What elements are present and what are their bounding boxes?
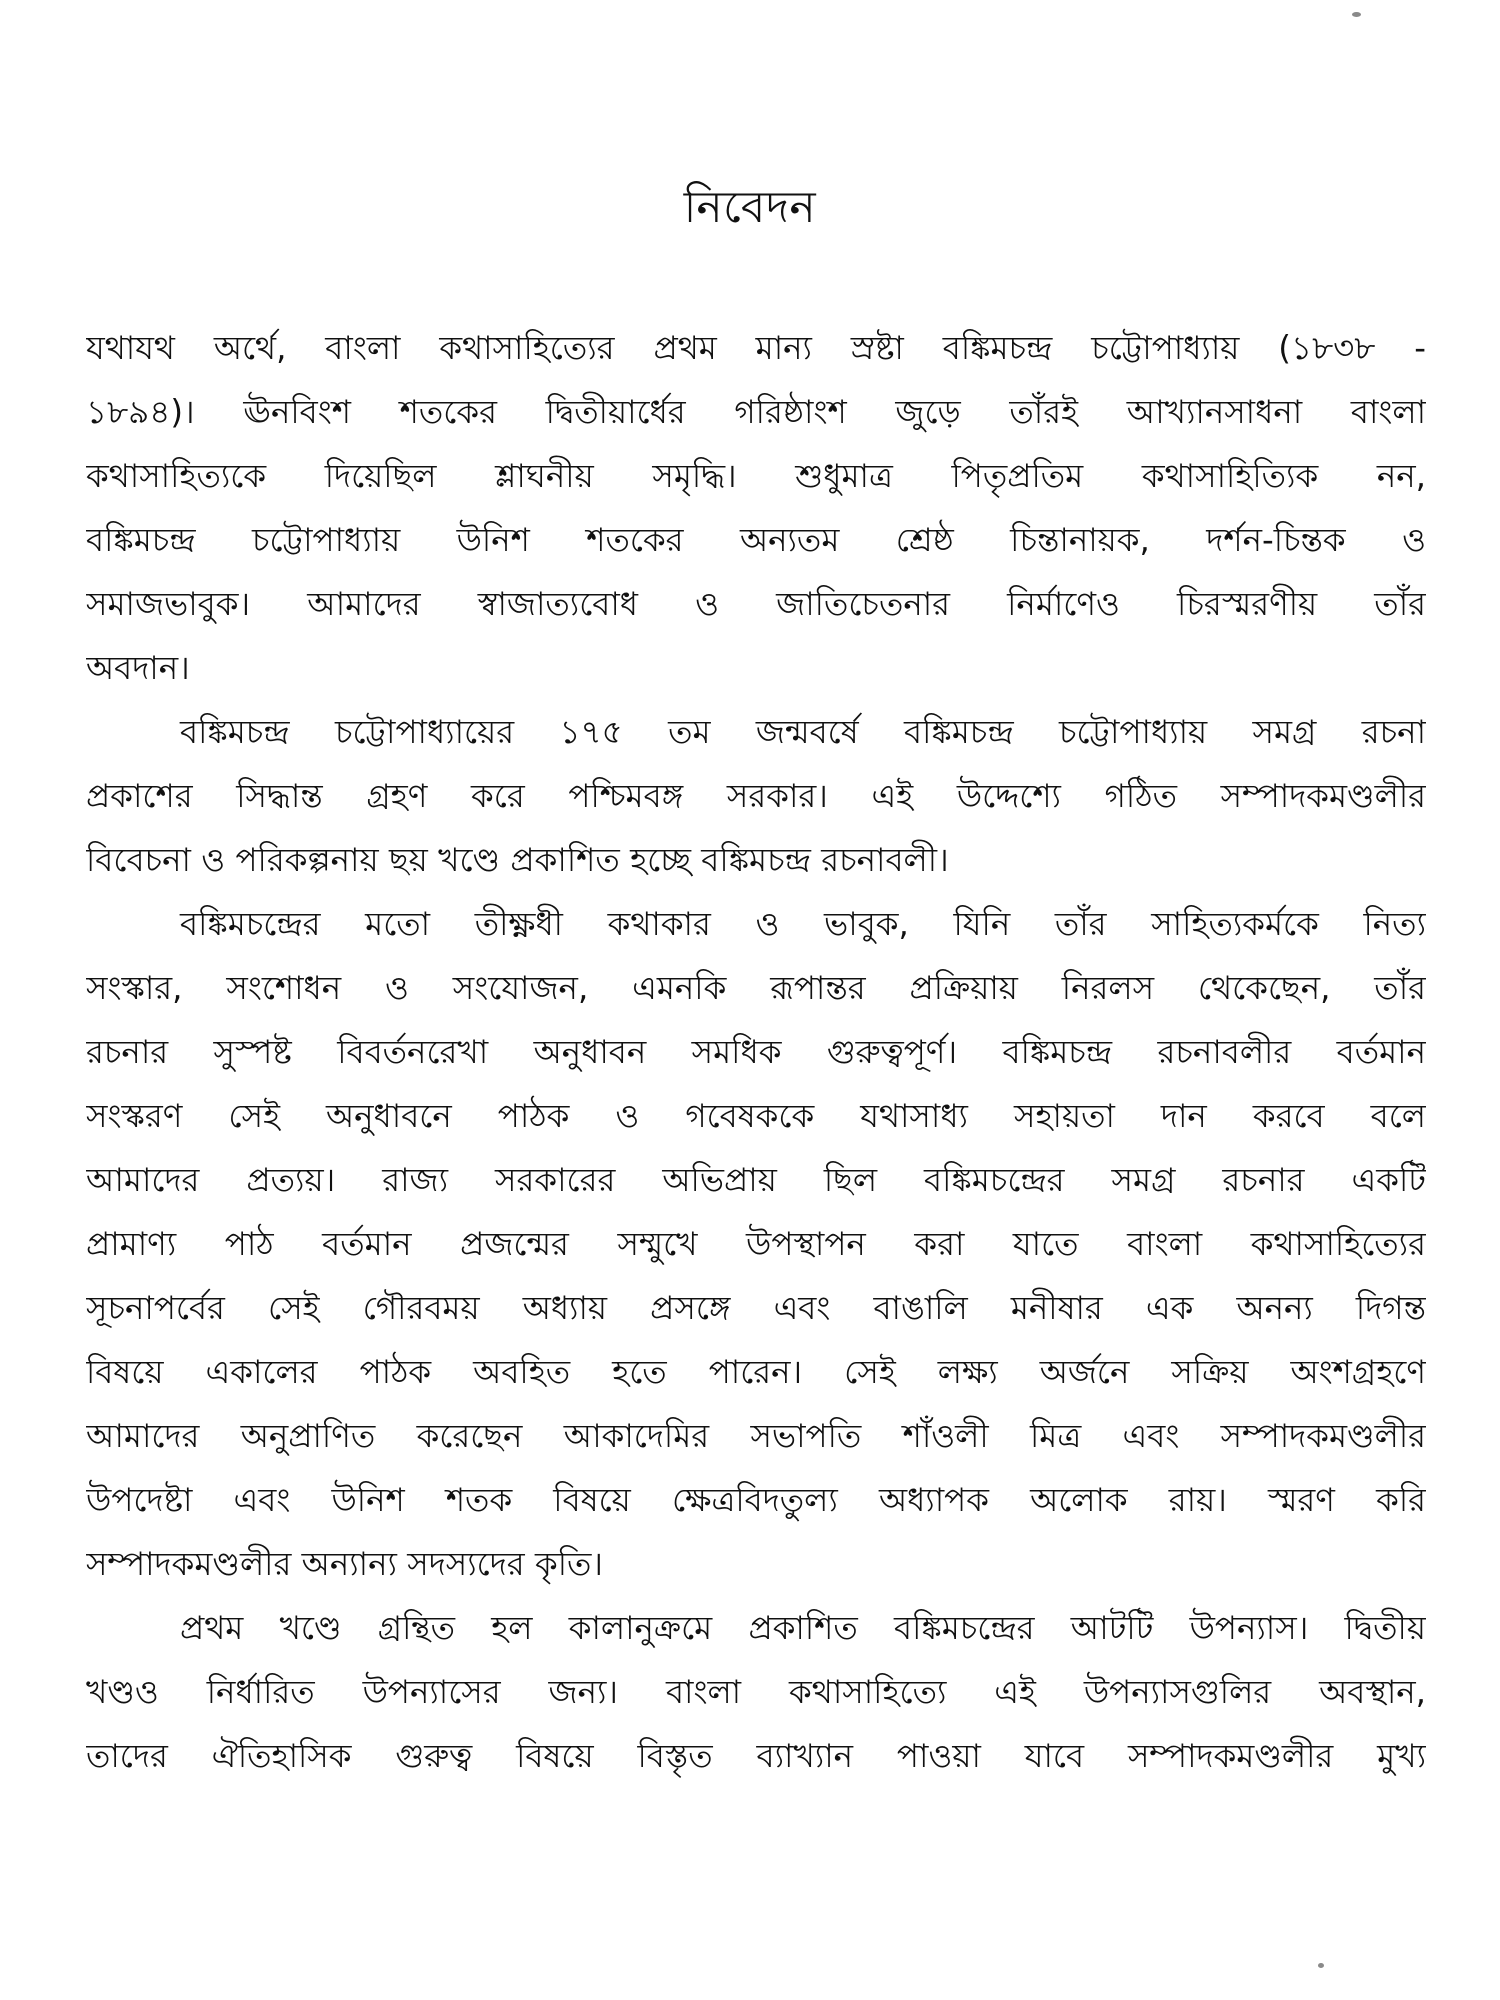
text-line: খণ্ডও নির্ধারিত উপন্যাসের জন্য। বাংলা কথাসাহিত্যে এই উপন্যাসগুলির অবস্থান, <box>86 1673 1426 1711</box>
text-line: তাদের ঐতিহাসিক গুরুত্ব বিষয়ে বিস্তৃত ব্যাখ্যান পাওয়া যাবে সম্পাদকমণ্ডলীর মুখ্য <box>86 1737 1426 1775</box>
text-line: যথাযথ অর্থে, বাংলা কথাসাহিত্যের প্রথম মান্য স্রষ্টা বঙ্কিমচন্দ্র চট্টোপাধ্যায় (১৮৩৮ - <box>86 329 1426 367</box>
text-line: সূচনাপর্বের সেই গৌরবময় অধ্যায় প্রসঙ্গে এবং বাঙালি মনীষার এক অনন্য দিগন্ত <box>86 1289 1426 1327</box>
text-line: বিবেচনা ও পরিকল্পনায় ছয় খণ্ডে প্রকাশিত হচ্ছে বঙ্কিমচন্দ্র রচনাবলী। <box>86 841 949 879</box>
text-line: বঙ্কিমচন্দ্র চট্টোপাধ্যায়ের ১৭৫ তম জন্মবর্ষে বঙ্কিমচন্দ্র চট্টোপাধ্যায় সমগ্র রচনা <box>180 713 1426 751</box>
text-line: অবদান। <box>86 649 190 687</box>
text-line: বঙ্কিমচন্দ্রের মতো তীক্ষ্ণধী কথাকার ও ভাবুক, যিনি তাঁর সাহিত্যকর্মকে নিত্য <box>180 905 1426 943</box>
text-line: ১৮৯৪)। ঊনবিংশ শতকের দ্বিতীয়ার্ধের গরিষ্ঠাংশ জুড়ে তাঁরই আখ্যানসাধনা বাংলা <box>86 393 1426 431</box>
text-line: বঙ্কিমচন্দ্র চট্টোপাধ্যায় উনিশ শতকের অন্যতম শ্রেষ্ঠ চিন্তানায়ক, দর্শন-চিন্তক ও <box>86 521 1426 559</box>
text-line: সম্পাদকমণ্ডলীর অন্যান্য সদস্যদের কৃতি। <box>86 1545 604 1583</box>
text-line: প্রামাণ্য পাঠ বর্তমান প্রজন্মের সম্মুখে উপস্থাপন করা যাতে বাংলা কথাসাহিত্যের <box>86 1225 1426 1263</box>
page-title: নিবেদন <box>683 182 817 233</box>
text-line: সংস্কার, সংশোধন ও সংযোজন, এমনকি রূপান্তর প্রক্রিয়ায় নিরলস থেকেছেন, তাঁর <box>86 969 1426 1007</box>
text-line: সংস্করণ সেই অনুধাবনে পাঠক ও গবেষককে যথাসাধ্য সহায়তা দান করবে বলে <box>86 1097 1426 1135</box>
text-line: রচনার সুস্পষ্ট বিবর্তনরেখা অনুধাবন সমধিক গুরুত্বপূর্ণ। বঙ্কিমচন্দ্র রচনাবলীর বর্তমান <box>86 1033 1426 1071</box>
body-text <box>86 316 1426 1788</box>
text-line: সমাজভাবুক। আমাদের স্বাজাত্যবোধ ও জাতিচেতনার নির্মাণেও চিরস্মরণীয় তাঁর <box>86 585 1426 623</box>
scan-speck <box>1352 12 1361 17</box>
text-line: কথাসাহিত্যকে দিয়েছিল শ্লাঘনীয় সমৃদ্ধি। শুধুমাত্র পিতৃপ্রতিম কথাসাহিত্যিক নন, <box>86 457 1426 495</box>
text-line: বিষয়ে একালের পাঠক অবহিত হতে পারেন। সেই লক্ষ্য অর্জনে সক্রিয় অংশগ্রহণে <box>86 1353 1426 1391</box>
text-line: উপদেষ্টা এবং উনিশ শতক বিষয়ে ক্ষেত্রবিদতুল্য অধ্যাপক অলোক রায়। স্মরণ করি <box>86 1481 1426 1519</box>
text-line: প্রথম খণ্ডে গ্রন্থিত হল কালানুক্রমে প্রকাশিত বঙ্কিমচন্দ্রের আটটি উপন্যাস। দ্বিতীয় <box>180 1609 1426 1647</box>
text-line: আমাদের অনুপ্রাণিত করেছেন আকাদেমির সভাপতি শাঁওলী মিত্র এবং সম্পাদকমণ্ডলীর <box>86 1417 1426 1455</box>
text-line: প্রকাশের সিদ্ধান্ত গ্রহণ করে পশ্চিমবঙ্গ সরকার। এই উদ্দেশ্যে গঠিত সম্পাদকমণ্ডলীর <box>86 777 1426 815</box>
scan-speck <box>1318 1963 1324 1968</box>
text-line: আমাদের প্রত্যয়। রাজ্য সরকারের অভিপ্রায় ছিল বঙ্কিমচন্দ্রের সমগ্র রচনার একটি <box>86 1161 1426 1199</box>
